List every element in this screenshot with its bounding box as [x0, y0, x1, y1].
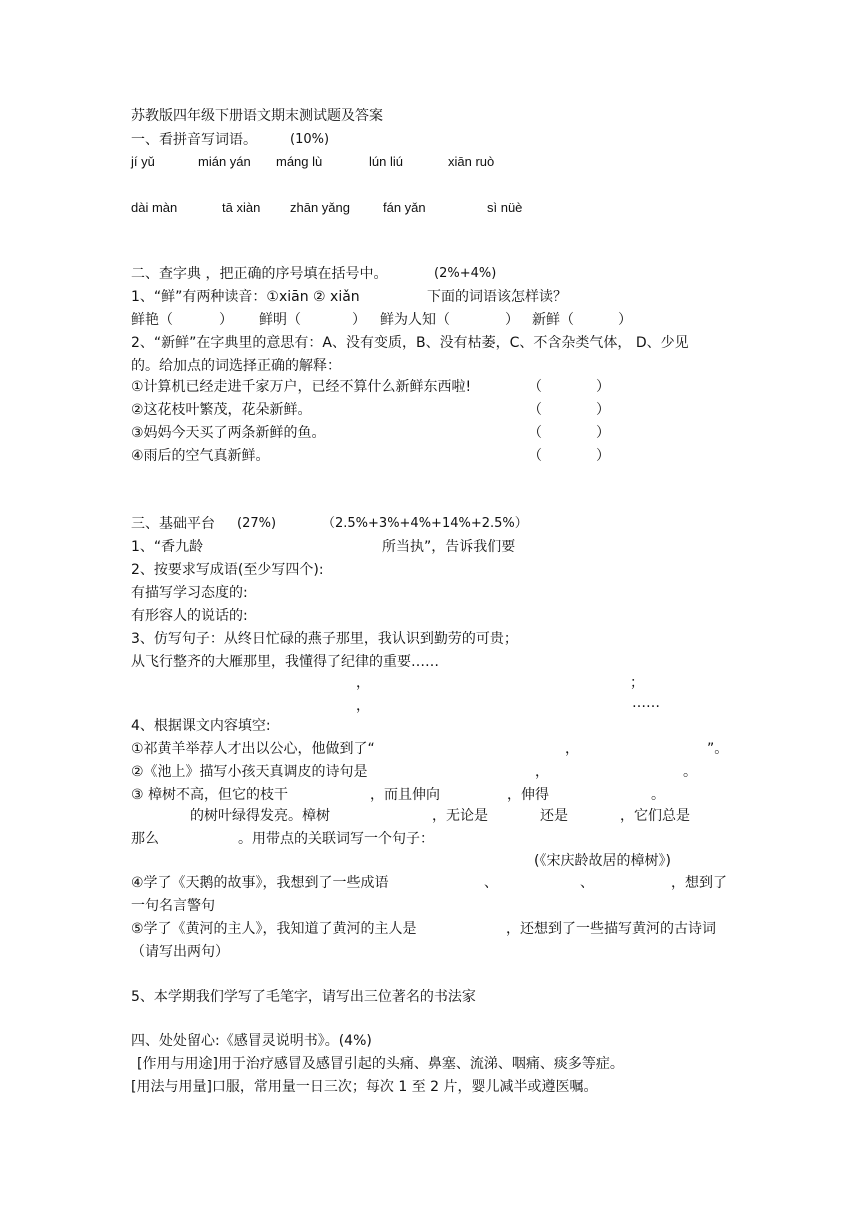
word-blank-close: ）	[505, 312, 519, 328]
question-3-1-end: 所当执”，告诉我们要	[382, 539, 516, 555]
pinyin-item: lún liú	[369, 154, 403, 169]
pinyin-item: dài màn	[131, 200, 178, 215]
question-3-2-a: 有描写学习态度的:	[131, 585, 248, 601]
word-blank-close: ）	[352, 312, 366, 328]
question-3-4-3-d: 。	[651, 787, 665, 803]
word-blank-close: ）	[618, 312, 632, 328]
question-3-4-2-start: ②《池上》描写小孩天真调皮的诗句是	[131, 764, 368, 780]
section-3-score: (27%)	[237, 516, 277, 531]
question-3-4-5-start: ⑤学了《黄河的主人》，我知道了黄河的主人是	[131, 921, 417, 937]
pinyin-item: xiān ruò	[448, 154, 495, 169]
dosage-text: [用法与用量]口服，常用量一日三次；每次 1 至 2 片，婴儿减半或遵医嘱。	[131, 1079, 598, 1095]
word-blank-close: ）	[219, 312, 233, 328]
section-2-score: (2%+4%)	[434, 266, 497, 281]
question-2-2-line-1: 2、“新鲜”在字典里的意思有：A、没有变质，B、没有枯萎，C、不含杂类气体， D、少见	[131, 335, 689, 351]
question-3-4-3-e: 的树叶绿得发亮。樟树	[190, 808, 330, 824]
pinyin-item: mián yán	[198, 154, 251, 169]
answer-paren-open: （	[528, 379, 542, 395]
question-3-4-4-end: ，想到了	[671, 875, 727, 891]
pinyin-item: sì nüè	[487, 200, 523, 215]
answer-paren-close: ）	[596, 379, 610, 395]
question-3-4-5-end: ，还想到了一些描写黄河的古诗词	[506, 921, 716, 937]
document-title: 苏教版四年级下册语文期末测试题及答案	[131, 108, 383, 124]
question-3-2: 2、按要求写成语(至少写四个):	[131, 562, 324, 578]
sentence-item: ①计算机已经走进千家万户，已经不算什么新鲜东西啦!	[131, 379, 472, 395]
question-3-4-1-start: ①祁黄羊举荐人才出以公心，他做到了“	[131, 741, 375, 757]
blank-comma: ，	[356, 675, 370, 691]
section-3-heading: 三、基础平台	[131, 516, 215, 532]
answer-paren-open: （	[528, 425, 542, 441]
question-2-1: 1、“鲜”有两种读音：①xiān ② xiǎn	[131, 289, 360, 305]
pinyin-item: tā xiàn	[222, 200, 261, 215]
question-3-4-3-c: ，伸得	[507, 787, 549, 803]
question-3-1-start: 1、“香九龄	[131, 539, 204, 555]
blank-semicolon: ；	[630, 675, 644, 691]
question-3-4-3-h: ，它们总是	[620, 808, 690, 824]
question-3-2-b: 有形容人的说话的:	[131, 608, 248, 624]
question-3-5: 5、本学期我们学写了毛笔字，请写出三位著名的书法家	[131, 989, 476, 1005]
question-3-4-1-end: ”。	[707, 741, 729, 757]
question-3-4-4-sep: 、	[484, 875, 498, 891]
sentence-item: ④雨后的空气真新鲜。	[131, 448, 270, 464]
usage-text: [作用与用途]用于治疗感冒及感冒引起的头痛、鼻塞、流涕、咽痛、痰多等症。	[137, 1056, 624, 1072]
question-3-4-4-sep: 、	[580, 875, 594, 891]
question-3-4-2-comma: ，	[535, 764, 549, 780]
question-3-4: 4、根据课文内容填空:	[131, 718, 271, 734]
question-3-4-3-i: 那么	[131, 831, 159, 847]
question-3-4-3-b: ，而且伸向	[370, 787, 440, 803]
section-3-breakdown: （2.5%+3%+4%+14%+2.5%）	[322, 516, 528, 531]
section-1-heading: 一、看拼音写词语。	[131, 132, 257, 148]
sentence-item: ②这花枝叶繁茂，花朵新鲜。	[131, 402, 312, 418]
question-3-4-4-start: ④学了《天鹅的故事》，我想到了一些成语	[131, 875, 389, 891]
pinyin-item: zhān yǎnɡ	[290, 200, 350, 215]
answer-paren-open: （	[528, 402, 542, 418]
blank-ellipsis: ……	[632, 695, 660, 711]
section-2-heading: 二、查字典 ，把正确的序号填在括号中。	[131, 266, 388, 282]
question-3-4-3-f: ，无论是	[432, 808, 488, 824]
question-3-3-example: 从飞行整齐的大雁那里，我懂得了纪律的重要……	[131, 654, 439, 670]
question-2-1-tail: 下面的词语该怎样读？	[427, 289, 567, 305]
word-blank-label: 鲜明（	[259, 312, 301, 328]
sentence-item: ③妈妈今天买了两条新鲜的鱼。	[131, 425, 326, 441]
question-3-4-3-g: 还是	[540, 808, 568, 824]
section-1-score: (10%)	[290, 132, 330, 147]
question-3-4-1-comma: ，	[565, 741, 579, 757]
answer-paren-close: ）	[596, 402, 610, 418]
question-3-4-4-line-2: 一句名言警句	[131, 898, 215, 914]
question-3-4-5-line-2: （请写出两句）	[131, 944, 229, 960]
pinyin-item: jí yǔ	[131, 154, 155, 169]
answer-paren-close: ）	[596, 425, 610, 441]
question-3-4-3-a: ③ 樟树不高，但它的枝干	[131, 787, 289, 803]
question-3-3: 3、仿写句子：从终日忙碌的燕子那里，我认识到勤劳的可贵；	[131, 631, 518, 647]
answer-paren-open: （	[528, 448, 542, 464]
word-blank-label: 鲜艳（	[131, 312, 173, 328]
word-blank-label: 鲜为人知（	[380, 312, 450, 328]
answer-paren-close: ）	[596, 448, 610, 464]
section-4-heading: 四、处处留心:《感冒灵说明书》。(4%)	[131, 1033, 372, 1049]
question-2-2-line-2: 的。给加点的词选择正确的解释：	[131, 358, 341, 374]
word-blank-label: 新鲜（	[532, 312, 574, 328]
question-3-4-2-end: 。	[683, 764, 697, 780]
pinyin-item: mánɡ lù	[276, 154, 323, 169]
blank-comma: ，	[356, 698, 370, 714]
question-3-4-3-source: (《宋庆龄故居的樟树》)	[534, 853, 671, 869]
question-3-4-3-j: 。用带点的关联词写一个句子：	[238, 831, 434, 847]
pinyin-item: fán yǎn	[383, 200, 426, 215]
